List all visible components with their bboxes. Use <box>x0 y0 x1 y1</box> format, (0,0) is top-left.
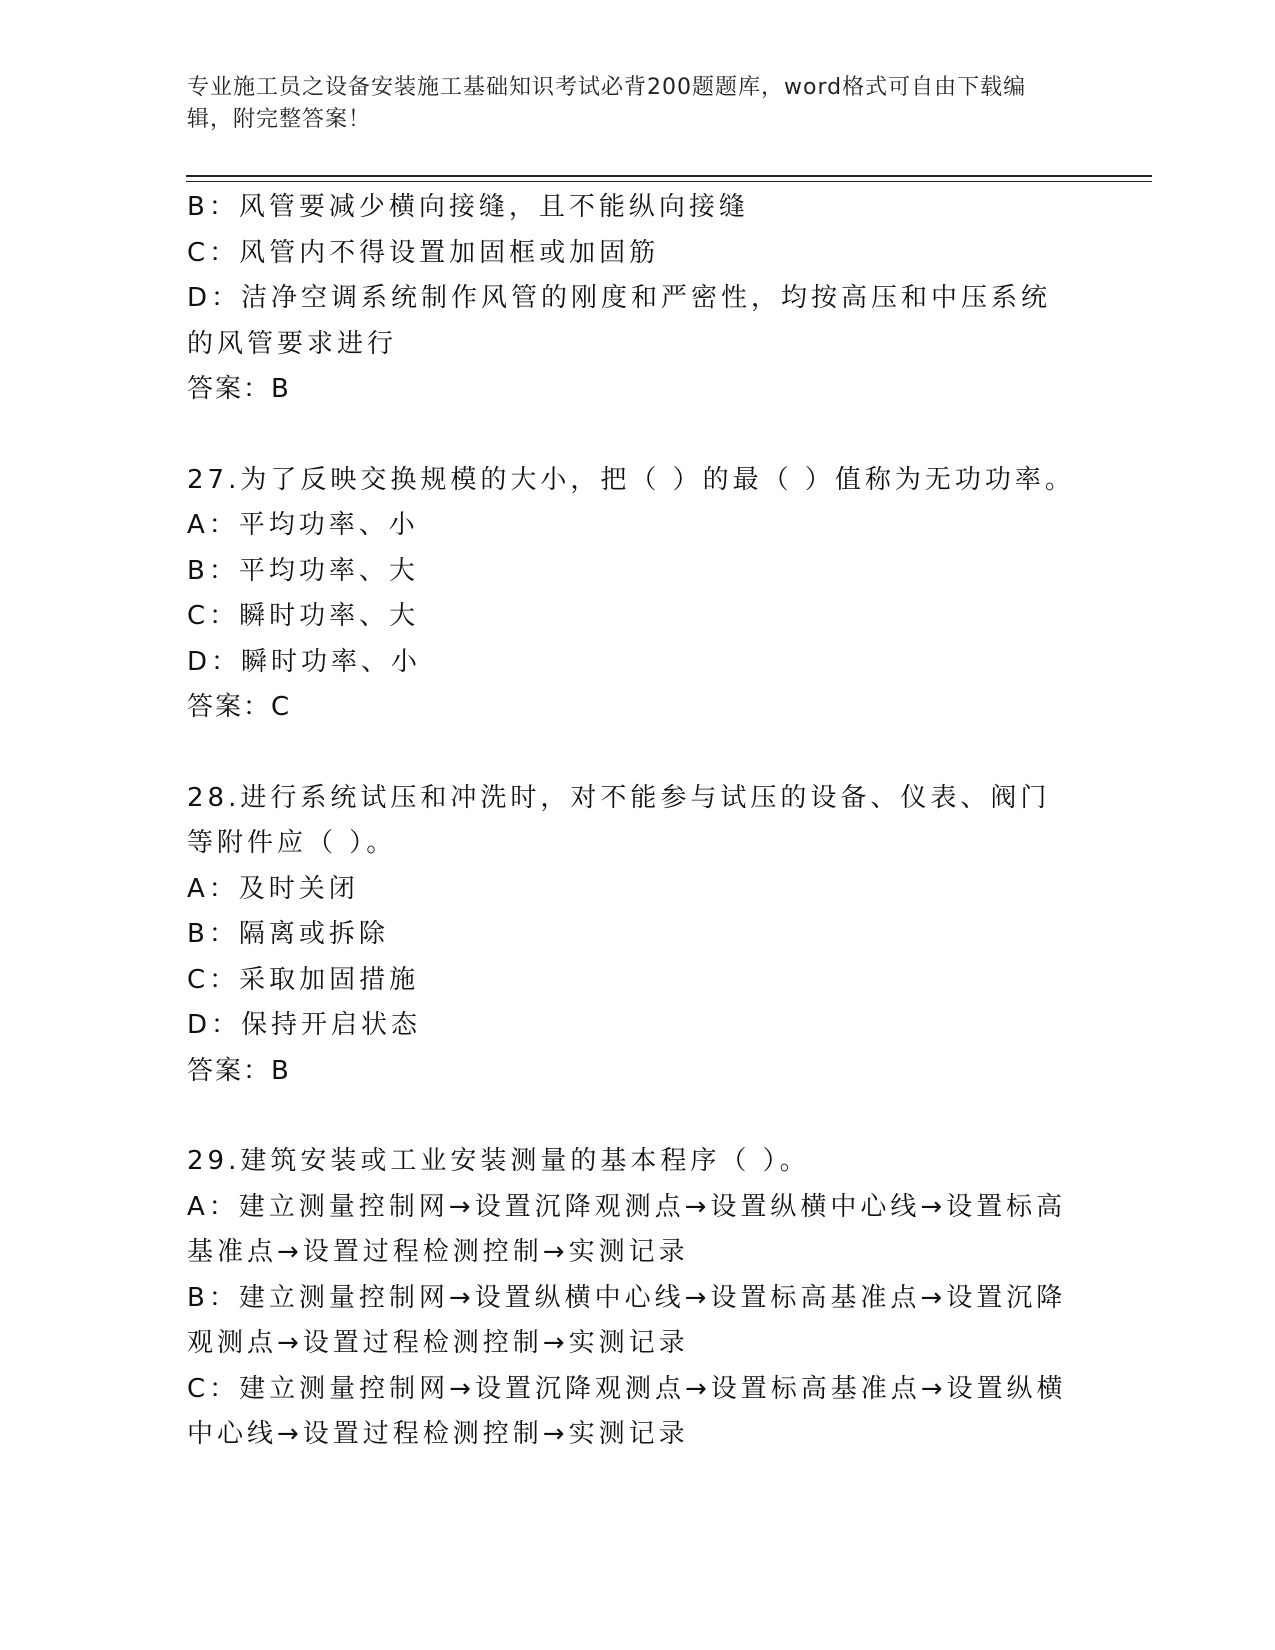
answer-text: 答案：B <box>187 374 291 404</box>
header-divider-thick <box>186 175 1152 177</box>
question-block-29 <box>187 1139 1087 1458</box>
question-text: 29.建筑安装或工业安装测量的基本程序（ ）。 <box>187 1146 810 1176</box>
header-divider-thin <box>186 181 1152 182</box>
option-b: B：平均功率、大 <box>187 555 419 586</box>
option-a: A：建立测量控制网→设置沉降观测点→设置纵横中心线→设置标高基准点→设置过程检测控制→实测记录 <box>187 1191 1067 1267</box>
question-text: 27.为了反映交换规模的大小，把（ ）的最（ ）值称为无功功率。 <box>187 464 1075 495</box>
spacer <box>187 413 1087 458</box>
option-d: D：保持开启状态 <box>187 1010 422 1040</box>
spacer <box>187 1094 1087 1139</box>
question-block-continued <box>187 185 1087 413</box>
question-block-28 <box>187 776 1087 1095</box>
option-c: C：采取加固措施 <box>187 964 420 995</box>
spacer <box>187 731 1087 776</box>
option-b: B：隔离或拆除 <box>187 919 389 949</box>
option-d: D：洁净空调系统制作风管的刚度和严密性，均按高压和中压系统的风管要求进行 <box>187 283 1052 359</box>
option-b: B：风管要减少横向接缝，且不能纵向接缝 <box>187 192 749 222</box>
question-text: 28.进行系统试压和冲洗时，对不能参与试压的设备、仪表、阀门等附件应（ ）。 <box>187 782 1051 858</box>
answer-text: 答案：C <box>187 692 292 722</box>
document-body <box>187 185 1087 1458</box>
question-block-27 <box>187 458 1087 731</box>
option-a: A：及时关闭 <box>187 873 359 904</box>
option-c: C：风管内不得设置加固框或加固筋 <box>187 237 660 268</box>
option-a: A：平均功率、小 <box>187 510 419 540</box>
document-header: 专业施工员之设备安装施工基础知识考试必背200题题库，word格式可自由下载编辑，附完整答案！ <box>187 75 1027 132</box>
option-c: C：瞬时功率、大 <box>187 601 420 631</box>
option-c: C：建立测量控制网→设置沉降观测点→设置标高基准点→设置纵横中心线→设置过程检测控制→实测记录 <box>187 1373 1067 1449</box>
option-b: B：建立测量控制网→设置纵横中心线→设置标高基准点→设置沉降观测点→设置过程检测控制→实测记录 <box>187 1282 1067 1358</box>
option-d: D：瞬时功率、小 <box>187 646 422 677</box>
answer-text: 答案：B <box>187 1055 291 1086</box>
